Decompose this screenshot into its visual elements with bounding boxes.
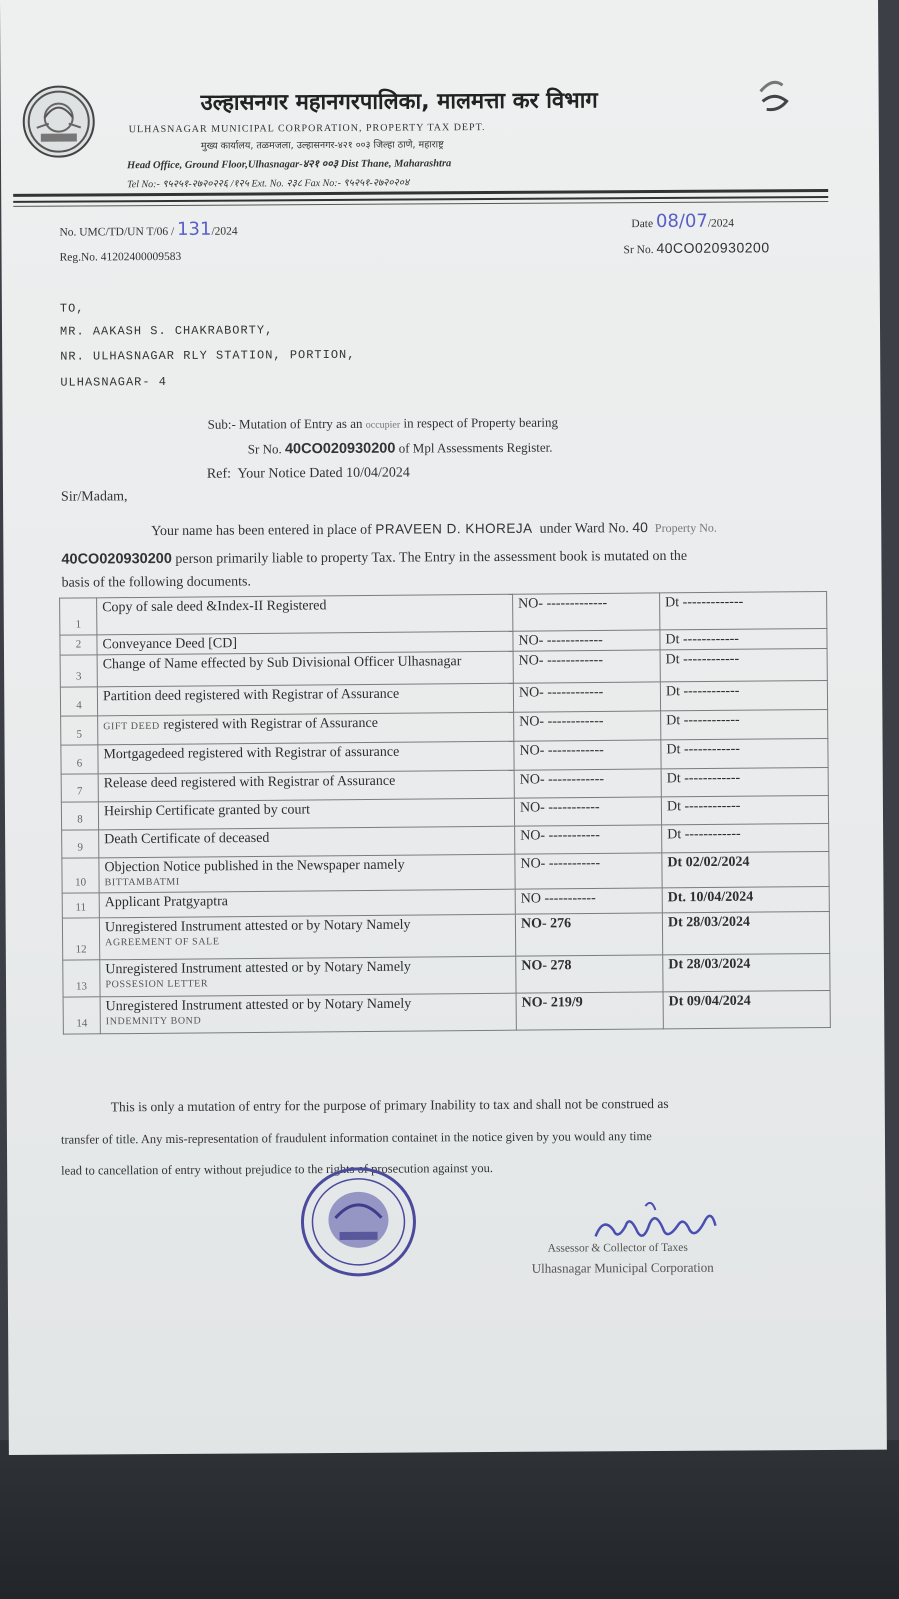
row-serial: 4 [60,687,97,716]
row-serial: 11 [62,893,99,918]
row-date: Dt 02/02/2024 [662,851,829,887]
row-serial: 7 [61,774,98,802]
serial-label: Sr No. [623,244,654,257]
row-serial: 3 [60,655,97,687]
row-description [98,770,514,802]
recipient-to: TO, [59,301,85,316]
subject-occupier: occupier [365,419,401,431]
recipient-name: MR. AAKASH S. CHAKRABORTY, [59,323,274,339]
row-description [98,798,514,830]
row-date: Dt ------------ [661,738,828,768]
row-description [98,741,514,774]
row-date: Dt ------------ [660,680,827,710]
row-serial: 1 [60,598,97,635]
row-description-prefix: GIFT DEED [103,720,160,733]
row-description [99,889,515,918]
row-date: Dt ------------ [660,628,827,649]
body-line-2 [61,548,687,569]
row-description-text: Objection Notice published in the Newspaper namely [104,857,405,876]
row-description-text: Partition deed registered with Registrar of Assurance [102,686,400,705]
body-text-d: person primarily liable to property Tax. The Entry in the assessment book is mutated on the [175,548,688,567]
reference-label: Ref: [206,466,232,482]
row-description [97,683,513,716]
row-number: NO- ------------ [513,650,660,683]
row-description [98,712,514,745]
header-tel-line: Tel No:- ९५२५१-२७२०२२६ /१२५ Ext. No. २३८ Fax No:- ९५२५१-२७२०२०४ [127,177,410,191]
property-number: 40CO020930200 [61,550,172,568]
row-number: NO- 219/9 [516,992,663,1030]
row-number: NO ----------- [515,888,662,914]
row-date: Dt ------------ [661,767,828,796]
subject-text: Sub:- Mutation of Entry as an [207,415,363,432]
footer-line-2: transfer of title. Any mis-representation of fraudulent information containet in the notice given by you would any time [60,1129,652,1147]
reference-number [59,219,237,241]
row-serial: 10 [62,858,99,893]
serial-number [623,239,769,256]
row-date: Dt ------------ [660,648,827,681]
salutation: Sir/Madam, [60,489,128,505]
row-description [100,956,516,997]
row-description-text: Conveyance Deed [CD] [102,636,238,653]
official-seal-stamp [299,1165,418,1278]
row-description [99,914,515,960]
body-line-1 [151,519,717,540]
row-date: Dt ------------ [662,823,829,852]
body-text-b: under Ward No. [539,521,629,537]
subject-sr-label: Sr No. [247,441,282,457]
row-number: NO- ----------- [515,853,662,889]
row-description-text: Release deed registered with Registrar of Assurance [103,773,396,792]
date-field [631,211,734,233]
row-number: NO- ------------ [514,740,661,770]
row-description-text: Heirship Certificate granted by court [103,802,311,820]
row-date: Dt 28/03/2024 [662,911,829,954]
date-handwritten: 08/07 [655,210,708,232]
row-description-text: Copy of sale deed &Index-II Registered [102,598,327,616]
row-serial: 13 [63,960,100,997]
row-number: NO- ------------ [514,769,661,798]
row-serial: 5 [61,716,98,745]
row-description-text: Unregistered Instrument attested or by Notary Namely [105,959,411,978]
subject-sr-value: 40CO020930200 [284,440,396,458]
row-serial: 6 [61,745,98,774]
documents-table [59,591,831,1035]
row-date: Dt ------------- [660,591,827,629]
row-description [97,651,513,687]
row-number: NO- ------------ [513,630,660,651]
row-serial: 14 [63,997,100,1034]
row-description-text: Applicant Pratgyaptra [104,894,229,911]
signatory-title: Assessor & Collector of Taxes [547,1241,688,1255]
header-address-hindi: मुख्य कार्यालय, तळमजला, उल्हासनगर-४२१ ००३ जिल्हा ठाणे, महाराष्ट्र [200,139,444,152]
table-row [62,911,829,960]
subject-sr-suffix: of Mpl Assessments Register. [398,439,553,456]
body-text-a: Your name has been entered in place of [151,522,372,540]
recipient-address-2: ULHASNAGAR- 4 [60,374,168,390]
row-description-text: registered with Registrar of Assurance [163,715,378,733]
row-serial: 12 [62,918,99,960]
footer-line-1: This is only a mutation of entry for the purpose of primary Inability to tax and shall not be construed as [110,1095,669,1115]
header-title-english: ULHASNAGAR MUNICIPAL CORPORATION, PROPERTY TAX DEPT. [128,122,486,136]
body-text-c: Property No. [654,520,717,536]
serial-value: 40CO020930200 [656,239,770,256]
registration-number: Reg.No. 41202400009583 [59,250,182,264]
row-number: NO- 276 [515,913,662,956]
row-description-sub: POSSESION LETTER [105,978,209,991]
row-description-text: Change of Name effected by Sub Divisional Officer Ulhasnagar [102,654,462,673]
corporation-logo [23,85,95,157]
reference-text: Your Notice Dated 10/04/2024 [237,465,410,482]
row-description-text: Unregistered Instrument attested or by Notary Namely [104,917,411,936]
row-description [99,854,515,893]
row-description-sub: BITTAMBATMI [104,876,180,889]
row-date: Dt ------------ [661,795,828,824]
background-surface [0,1440,899,1599]
row-serial: 2 [60,635,97,655]
recipient-address-1: NR. ULHASNAGAR RLY STATION, PORTION, [60,347,356,364]
row-description-sub: INDEMNITY BOND [105,1015,202,1028]
row-number: NO- ------------- [513,593,660,631]
previous-owner: PRAVEEN D. KHOREJA [375,520,533,537]
row-description-text: Unregistered Instrument attested or by Notary Namely [105,996,412,1015]
row-number: NO- ----------- [514,797,661,826]
reference-prefix: No. UMC/TD/UN T/06 / [59,225,175,239]
header-office-line: Head Office, Ground Floor,Ulhasnagar-४२१ ००३ Dist Thane, Maharashtra [126,158,452,172]
reference-line [207,466,410,483]
subject-line [208,415,558,433]
row-date: Dt 28/03/2024 [663,953,830,991]
row-description [97,594,513,635]
row-date: Dt 09/04/2024 [663,990,830,1028]
swirl-emblem-icon [752,71,792,121]
row-serial: 8 [61,802,98,830]
signatory-org: Ulhasnagar Municipal Corporation [531,1259,714,1276]
row-serial: 9 [62,830,99,858]
header-title-hindi: उल्हासनगर महानगरपालिका, मालमत्ता कर विभाग [200,88,598,116]
row-number: NO- ----------- [515,825,662,854]
reference-handwritten: 131 [177,218,212,240]
subject-sr-line [248,440,553,458]
row-description-text: Death Certificate of deceased [104,830,270,848]
date-label: Date [631,218,654,231]
row-number: NO- ------------ [514,711,661,741]
row-description-sub: AGREEMENT OF SALE [105,936,220,949]
reference-year: /2024 [211,225,238,238]
body-line-3: basis of the following documents. [61,574,251,591]
row-description-text: Mortgagedeed registered with Registrar of assurance [103,744,400,763]
row-number: NO- ------------ [513,682,660,712]
row-date: Dt ------------ [661,709,828,739]
row-description [100,993,516,1034]
row-number: NO- 278 [516,955,663,993]
row-date: Dt. 10/04/2024 [662,886,829,912]
table-row [63,990,830,1034]
ward-number: 40 [632,519,648,536]
row-description [99,826,515,858]
subject-text-2: in respect of Property bearing [403,414,558,431]
date-year: /2024 [707,217,735,230]
footer-line-3: lead to cancellation of entry without prejudice to the rights of prosecution against you. [61,1161,494,1178]
